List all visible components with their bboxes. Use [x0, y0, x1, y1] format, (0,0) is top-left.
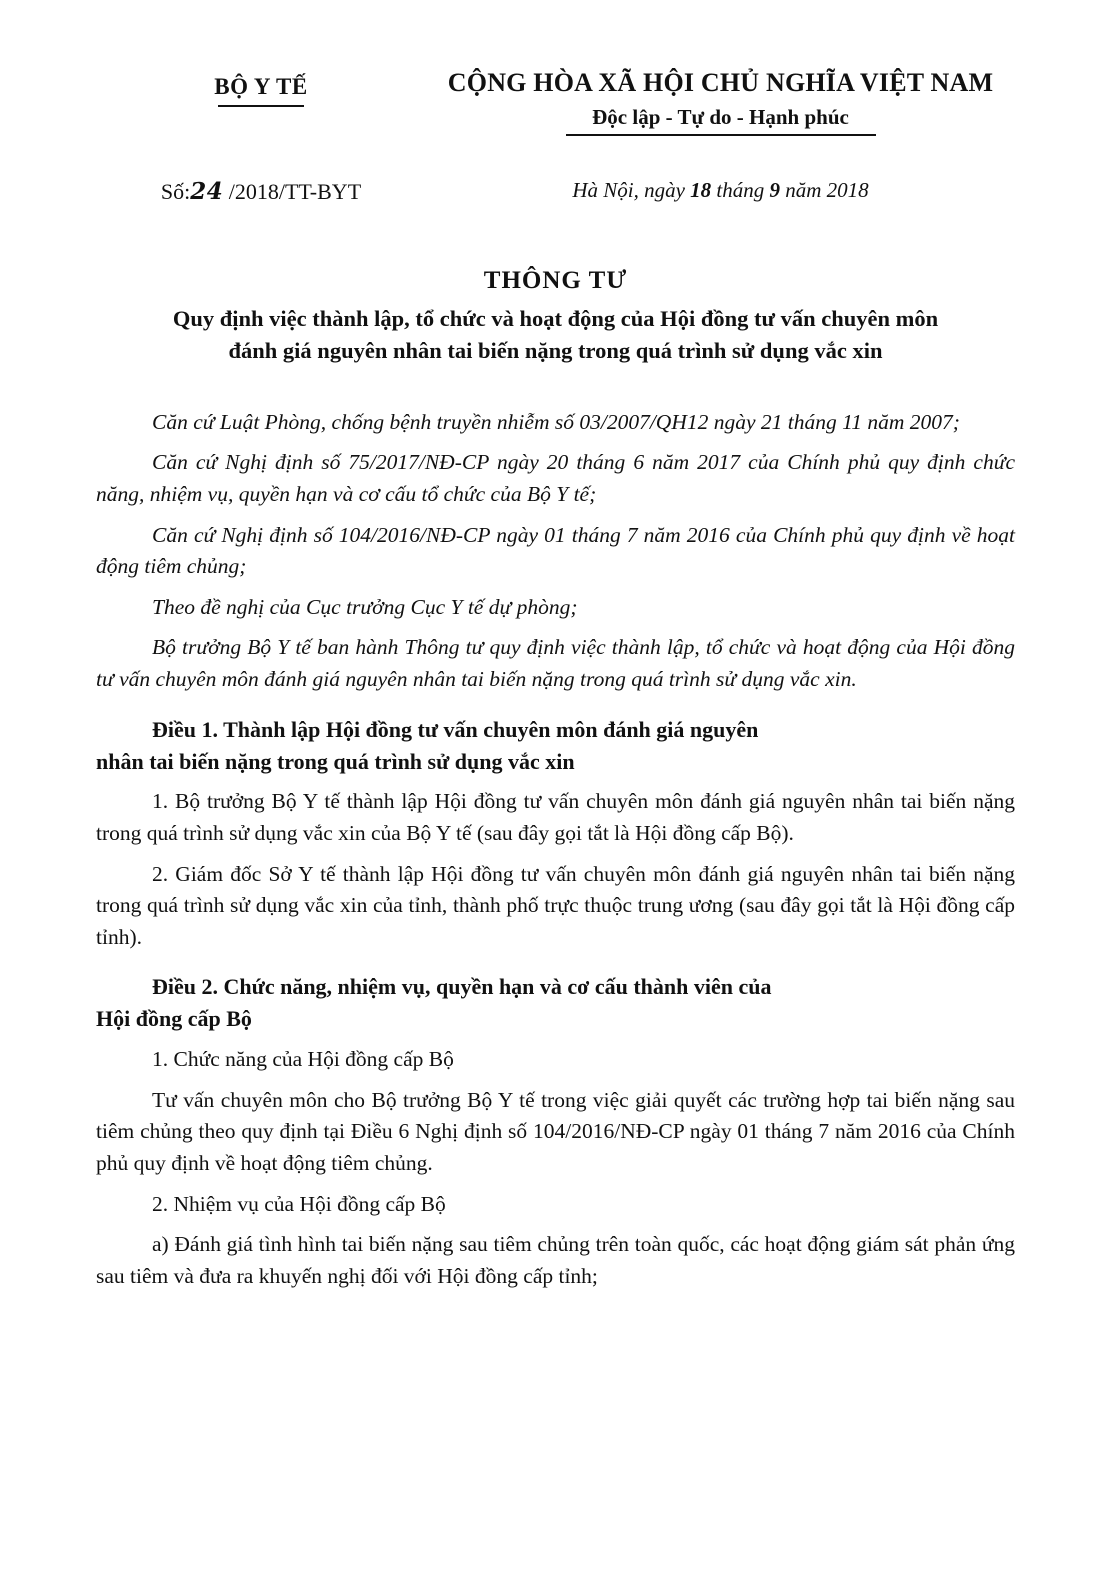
preamble-paragraph-5: Bộ trưởng Bộ Y tế ban hành Thông tư quy định việc thành lập, tổ chức và hoạt động của Hội đồng tư vấn chuyên môn đánh giá nguyên nhân tai biến nặng trong quá trình sử dụng vắc xin.	[96, 635, 1015, 692]
organization-underline	[218, 105, 304, 107]
day-handwritten: 18	[690, 178, 712, 202]
article-1-heading	[96, 714, 1015, 778]
document-subtitle	[156, 303, 956, 367]
document-number-handwritten: 24	[190, 178, 224, 205]
document-number	[96, 178, 426, 205]
preamble-paragraph-3: Căn cứ Nghị định số 104/2016/NĐ-CP ngày 01 tháng 7 năm 2016 của Chính phủ quy định về hoạt động tiêm chủng;	[96, 522, 1015, 579]
article-2-clause-1-title: 1. Chức năng của Hội đồng cấp Bộ	[152, 1047, 454, 1072]
document-header	[96, 64, 1015, 136]
article-2-clause-2-item-a: a) Đánh giá tình hình tai biến nặng sau tiêm chủng trên toàn quốc, các hoạt động giám sát phản ứng sau tiêm và đưa ra khuyến nghị đối với Hội đồng cấp tỉnh;	[96, 1232, 1015, 1288]
article-1-clause-2: 2. Giám đốc Sở Y tế thành lập Hội đồng tư vấn chuyên môn đánh giá nguyên nhân tai biến nặng trong quá trình sử dụng vắc xin của tỉnh, thành phố trực thuộc trung ương (sau đây gọi tắt là Hội đồng cấp tỉnh).	[96, 861, 1015, 949]
national-name: CỘNG HÒA XÃ HỘI CHỦ NGHĨA VIỆT NAM	[447, 68, 994, 97]
issuing-organization: BỘ Y TẾ	[214, 74, 308, 99]
month-handwritten: 9	[769, 178, 780, 202]
year-label: năm 2018	[785, 178, 869, 202]
document-type: THÔNG TƯ	[483, 267, 628, 294]
preamble-paragraph-1: Căn cứ Luật Phòng, chống bệnh truyền nhiễm số 03/2007/QH12 ngày 21 tháng 11 năm 2007;	[152, 409, 960, 434]
document-body	[96, 407, 1015, 1292]
article-1-clause-1: 1. Bộ trưởng Bộ Y tế thành lập Hội đồng tư vấn chuyên môn đánh giá nguyên nhân tai biến nặng trong quá trình sử dụng vắc xin của Bộ Y tế (sau đây gọi tắt là Hội đồng cấp Bộ).	[96, 789, 1015, 845]
article-2-heading	[96, 971, 1015, 1035]
month-label: tháng	[716, 178, 765, 202]
document-subtitle-line1: Quy định việc thành lập, tổ chức và hoạt động của Hội đồng tư vấn chuyên	[172, 306, 890, 331]
issuing-organization-block	[96, 64, 426, 107]
place-date-prefix: Hà Nội, ngày	[572, 178, 685, 202]
article-2-clause-1-text: Tư vấn chuyên môn cho Bộ trưởng Bộ Y tế trong việc giải quyết các trường hợp tai biến nặng sau tiêm chủng theo quy định tại Điều 6 Nghị định số 104/2016/NĐ-CP ngày 01 tháng 7 năm 2016 của Chính phủ quy định về hoạt động tiêm chủng.	[96, 1087, 1015, 1175]
motto-underline	[566, 134, 876, 136]
article-2-heading-line2: Hội đồng cấp Bộ	[96, 1006, 252, 1032]
article-1-heading-line2: nhân tai biến nặng trong quá trình sử dụng vắc xin	[96, 748, 575, 774]
article-1-heading-line1: Điều 1. Thành lập Hội đồng tư vấn chuyên môn đánh giá nguyên	[152, 716, 759, 742]
article-2-heading-line1: Điều 2. Chức năng, nhiệm vụ, quyền hạn và cơ cấu thành viên của	[152, 974, 772, 1000]
article-2-clause-2-title: 2. Nhiệm vụ của Hội đồng cấp Bộ	[152, 1191, 446, 1216]
title-block	[96, 267, 1015, 367]
document-number-prefix: Số:	[160, 179, 191, 204]
preamble-paragraph-2: Căn cứ Nghị định số 75/2017/NĐ-CP ngày 20 tháng 6 năm 2017 của Chính phủ quy định chức năng, nhiệm vụ, quyền hạn và cơ cấu tổ chức của Bộ Y tế;	[96, 450, 1015, 507]
document-place-date	[426, 178, 1015, 203]
national-motto: Độc lập - Tự do - Hạnh phúc	[592, 105, 849, 129]
document-subtitle-line2: môn đánh giá nguyên nhân tai biến nặng trong quá trình sử dụng vắc xin	[228, 306, 939, 363]
document-number-suffix: /2018/TT-BYT	[228, 179, 362, 204]
national-heading-block	[426, 64, 1015, 136]
preamble-paragraph-4: Theo đề nghị của Cục trưởng Cục Y tế dự phòng;	[152, 594, 578, 619]
document-meta-row	[96, 178, 1015, 205]
